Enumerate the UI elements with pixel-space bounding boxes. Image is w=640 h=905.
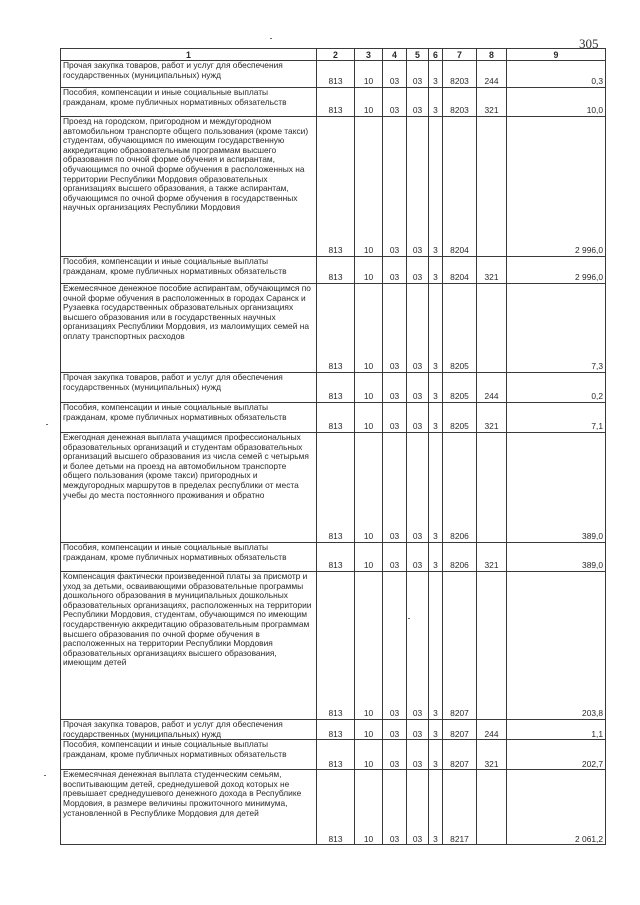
row-code-cell: 10 bbox=[355, 373, 383, 403]
row-code-cell: 813 bbox=[317, 257, 355, 284]
row-code-cell: 3 bbox=[429, 61, 443, 88]
row-code-cell: 321 bbox=[477, 543, 507, 572]
row-code-cell: 244 bbox=[477, 720, 507, 740]
row-code-cell: 8206 bbox=[443, 543, 477, 572]
row-code-cell: 8204 bbox=[443, 117, 477, 257]
page-number: 305 bbox=[579, 36, 599, 51]
row-name-cell: Ежемесячная денежная выплата студенческим семьям, воспитывающим детей, среднедушевой доход которых не превышает среднедушевого денежного дохода в Республике Мордовия, в размере величины прожиточного минимума, установленной в Республике Мордовия для детей bbox=[61, 770, 317, 845]
table-row bbox=[61, 770, 606, 845]
row-code-cell: 03 bbox=[407, 433, 429, 543]
row-code-cell: 3 bbox=[429, 720, 443, 740]
row-name-cell: Компенсация фактически произведенной платы за присмотр и уход за детьми, осваивающими образовательные программы дошкольного образования в муниципальных дошкольных образовательных организациях, расположенных на территории Республики Мордовия, студентам, обучающимся по имеющим государственную аккредитацию образовательным программам высшего образования по очной форме обучения в расположенных на территории Республики Мордовия образовательных организациях высшего образования, имеющим детей bbox=[61, 572, 317, 720]
row-code-cell: 03 bbox=[383, 117, 407, 257]
row-code-cell: 8203 bbox=[443, 88, 477, 117]
row-code-cell: 3 bbox=[429, 403, 443, 433]
row-name-cell: Прочая закупка товаров, работ и услуг для обеспечения государственных (муниципальных) нужд bbox=[61, 720, 317, 740]
row-code-cell: 813 bbox=[317, 433, 355, 543]
row-code-cell: 3 bbox=[429, 770, 443, 845]
row-code-cell: 10 bbox=[355, 572, 383, 720]
budget-table bbox=[60, 48, 606, 845]
row-amount-cell: 2 996,0 bbox=[507, 117, 606, 257]
row-code-cell: 03 bbox=[383, 403, 407, 433]
row-amount-cell: 202,7 bbox=[507, 740, 606, 770]
table-row bbox=[61, 373, 606, 403]
row-amount-cell: 203,8 bbox=[507, 572, 606, 720]
row-code-cell: 03 bbox=[407, 543, 429, 572]
row-amount-cell: 2 061,2 bbox=[507, 770, 606, 845]
row-code-cell: 3 bbox=[429, 117, 443, 257]
row-code-cell: 10 bbox=[355, 88, 383, 117]
row-code-cell: 03 bbox=[383, 543, 407, 572]
row-code-cell: 8205 bbox=[443, 403, 477, 433]
row-code-cell: 03 bbox=[407, 88, 429, 117]
row-amount-cell: 2 996,0 bbox=[507, 257, 606, 284]
row-code-cell: 813 bbox=[317, 88, 355, 117]
table-row bbox=[61, 88, 606, 117]
table-row bbox=[61, 284, 606, 373]
row-code-cell: 03 bbox=[383, 284, 407, 373]
table-row bbox=[61, 117, 606, 257]
row-code-cell: 03 bbox=[383, 770, 407, 845]
header-cell: 5 bbox=[407, 49, 429, 61]
row-amount-cell: 7,1 bbox=[507, 403, 606, 433]
row-code-cell: 8207 bbox=[443, 720, 477, 740]
row-code-cell: 03 bbox=[407, 740, 429, 770]
row-code-cell: 8207 bbox=[443, 740, 477, 770]
row-code-cell: 03 bbox=[407, 117, 429, 257]
row-code-cell: 3 bbox=[429, 543, 443, 572]
row-code-cell: 03 bbox=[407, 770, 429, 845]
row-code-cell: 244 bbox=[477, 373, 507, 403]
row-code-cell: 8206 bbox=[443, 433, 477, 543]
row-name-cell: Прочая закупка товаров, работ и услуг для обеспечения государственных (муниципальных) нужд bbox=[61, 61, 317, 88]
row-code-cell: 10 bbox=[355, 433, 383, 543]
row-code-cell: 03 bbox=[383, 720, 407, 740]
row-code-cell: 813 bbox=[317, 284, 355, 373]
row-amount-cell: 0,3 bbox=[507, 61, 606, 88]
row-code-cell: 03 bbox=[383, 740, 407, 770]
row-code-cell: 10 bbox=[355, 61, 383, 88]
header-cell: 4 bbox=[383, 49, 407, 61]
row-code-cell: 8203 bbox=[443, 61, 477, 88]
header-cell: 9 bbox=[507, 49, 606, 61]
row-code-cell: 03 bbox=[383, 61, 407, 88]
row-code-cell: 10 bbox=[355, 740, 383, 770]
row-code-cell: 03 bbox=[407, 572, 429, 720]
row-code-cell: 321 bbox=[477, 88, 507, 117]
row-name-cell: Пособия, компенсации и иные социальные выплаты гражданам, кроме публичных нормативных обязательств bbox=[61, 740, 317, 770]
scan-speck bbox=[46, 424, 48, 425]
row-code-cell: 3 bbox=[429, 572, 443, 720]
row-code-cell: 03 bbox=[407, 284, 429, 373]
row-code-cell: 813 bbox=[317, 61, 355, 88]
row-amount-cell: 10,0 bbox=[507, 88, 606, 117]
row-code-cell: 813 bbox=[317, 403, 355, 433]
row-name-cell: Ежемесячное денежное пособие аспирантам, обучающимся по очной форме обучения в расположенных в городах Саранск и Рузаевка государственных образовательных организациях высшего образования или в государственных научных организациях Республики Мордовия, из малоимущих семей на оплату транспортных расходов bbox=[61, 284, 317, 373]
row-code-cell: 03 bbox=[407, 403, 429, 433]
row-code-cell: 3 bbox=[429, 433, 443, 543]
row-code-cell: 10 bbox=[355, 720, 383, 740]
row-name-cell: Пособия, компенсации и иные социальные выплаты гражданам, кроме публичных нормативных обязательств bbox=[61, 543, 317, 572]
header-cell: 2 bbox=[317, 49, 355, 61]
row-code-cell: 10 bbox=[355, 403, 383, 433]
row-code-cell: 8205 bbox=[443, 284, 477, 373]
row-name-cell: Проезд на городском, пригородном и междугородном автомобильном транспорте общего пользования (кроме такси) студентам, обучающимся по имеющим государственную аккредитацию образовательным программам высшего образования по очной форме обучения и аспирантам, обучающимся по очной форме обучения в расположенных на территории Республики Мордовия образовательных организациях высшего образования, а также аспирантам, обучающимся по очной форме обучения в государственных научных организациях Республики Мордовия bbox=[61, 117, 317, 257]
row-code-cell: 3 bbox=[429, 373, 443, 403]
row-code-cell bbox=[477, 770, 507, 845]
row-name-cell: Пособия, компенсации и иные социальные выплаты гражданам, кроме публичных нормативных обязательств bbox=[61, 88, 317, 117]
row-code-cell: 321 bbox=[477, 257, 507, 284]
row-code-cell: 813 bbox=[317, 117, 355, 257]
row-code-cell bbox=[477, 284, 507, 373]
row-code-cell: 03 bbox=[383, 433, 407, 543]
row-code-cell: 3 bbox=[429, 88, 443, 117]
row-code-cell: 813 bbox=[317, 770, 355, 845]
scan-speck bbox=[270, 38, 272, 39]
row-amount-cell: 389,0 bbox=[507, 543, 606, 572]
row-code-cell: 813 bbox=[317, 543, 355, 572]
row-code-cell: 3 bbox=[429, 257, 443, 284]
row-code-cell: 03 bbox=[383, 257, 407, 284]
header-cell: 6 bbox=[429, 49, 443, 61]
table-row bbox=[61, 740, 606, 770]
row-code-cell: 03 bbox=[407, 720, 429, 740]
row-code-cell: 8204 bbox=[443, 257, 477, 284]
table-body bbox=[61, 61, 606, 845]
table-row bbox=[61, 433, 606, 543]
row-amount-cell: 7,3 bbox=[507, 284, 606, 373]
row-code-cell: 813 bbox=[317, 373, 355, 403]
scan-speck bbox=[44, 775, 46, 776]
table-row bbox=[61, 543, 606, 572]
row-code-cell: 321 bbox=[477, 740, 507, 770]
row-code-cell: 813 bbox=[317, 740, 355, 770]
row-code-cell bbox=[477, 117, 507, 257]
row-code-cell: 10 bbox=[355, 543, 383, 572]
row-code-cell: 244 bbox=[477, 61, 507, 88]
scan-speck bbox=[408, 618, 410, 619]
header-cell: 7 bbox=[443, 49, 477, 61]
header-cell: 8 bbox=[477, 49, 507, 61]
row-code-cell: 10 bbox=[355, 257, 383, 284]
row-code-cell: 813 bbox=[317, 572, 355, 720]
row-code-cell: 3 bbox=[429, 740, 443, 770]
table-row bbox=[61, 257, 606, 284]
row-code-cell: 8207 bbox=[443, 572, 477, 720]
row-code-cell: 3 bbox=[429, 284, 443, 373]
row-amount-cell: 1,1 bbox=[507, 720, 606, 740]
row-code-cell: 321 bbox=[477, 403, 507, 433]
row-code-cell: 10 bbox=[355, 770, 383, 845]
table-row bbox=[61, 720, 606, 740]
row-code-cell: 03 bbox=[407, 61, 429, 88]
row-amount-cell: 0,2 bbox=[507, 373, 606, 403]
row-code-cell: 03 bbox=[383, 572, 407, 720]
row-code-cell: 10 bbox=[355, 117, 383, 257]
row-code-cell: 03 bbox=[383, 88, 407, 117]
row-code-cell: 8205 bbox=[443, 373, 477, 403]
header-row bbox=[61, 49, 606, 61]
header-cell: 3 bbox=[355, 49, 383, 61]
row-name-cell: Ежегодная денежная выплата учащимся профессиональных образовательных организаций и студентам образовательных организаций высшего образования из числа семей с четырьмя и более детьми на проезд на автомобильном транспорте общего пользования (кроме такси) пригородных и междугородных маршрутов в пределах республики от места учебы до места постоянного проживания и обратно bbox=[61, 433, 317, 543]
row-amount-cell: 389,0 bbox=[507, 433, 606, 543]
row-code-cell: 03 bbox=[383, 373, 407, 403]
table-row bbox=[61, 572, 606, 720]
row-code-cell bbox=[477, 572, 507, 720]
row-code-cell: 813 bbox=[317, 720, 355, 740]
table-row bbox=[61, 61, 606, 88]
row-code-cell: 8217 bbox=[443, 770, 477, 845]
row-code-cell: 03 bbox=[407, 373, 429, 403]
header-cell: 1 bbox=[61, 49, 317, 61]
row-name-cell: Пособия, компенсации и иные социальные выплаты гражданам, кроме публичных нормативных обязательств bbox=[61, 257, 317, 284]
row-name-cell: Пособия, компенсации и иные социальные выплаты гражданам, кроме публичных нормативных обязательств bbox=[61, 403, 317, 433]
row-code-cell: 10 bbox=[355, 284, 383, 373]
row-code-cell bbox=[477, 433, 507, 543]
row-name-cell: Прочая закупка товаров, работ и услуг для обеспечения государственных (муниципальных) нужд bbox=[61, 373, 317, 403]
row-code-cell: 03 bbox=[407, 257, 429, 284]
table-row bbox=[61, 403, 606, 433]
